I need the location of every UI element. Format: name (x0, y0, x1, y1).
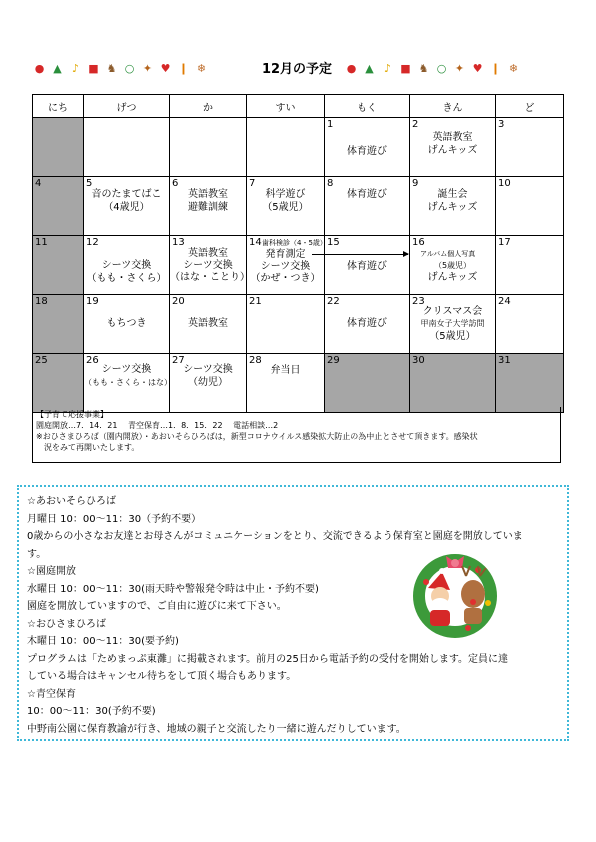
event-label: クリスマス会 (422, 306, 483, 317)
event-label: 英語教室 (188, 189, 228, 200)
section-desc: 園庭を開放していますので、ご自由に遊びに来て下さい。 (27, 601, 287, 612)
day-number: 9 (412, 178, 419, 189)
day-cell (410, 236, 496, 295)
day-cell (410, 177, 496, 236)
section-time: 10：00～11：30(予約不要) (27, 706, 156, 717)
day-cell (496, 118, 564, 177)
day-number: 16 (412, 237, 425, 248)
day-cell (247, 295, 325, 354)
day-cell (325, 295, 410, 354)
event-label: シーツ交換 (183, 364, 233, 375)
day-number: 19 (86, 296, 99, 307)
day-number: 10 (498, 178, 511, 189)
day-cell (496, 295, 564, 354)
day-cell-sunday (33, 177, 84, 236)
day-number: 23 (412, 296, 425, 307)
event-label: 英語教室 (432, 132, 473, 143)
section-time: 月曜日 10：00～11：30（予約不要） (27, 513, 202, 525)
week-row (33, 118, 564, 177)
day-cell (410, 295, 496, 354)
weekday-header-row (33, 95, 564, 118)
event-label: 体育遊び (347, 189, 387, 200)
day-cell (84, 236, 170, 295)
section-time: 水曜日 10：00～11：30(雨天時や警報発令時は中止・予約不要) (27, 583, 319, 595)
notes-line: 況をみて再開いたします。 (44, 443, 140, 452)
monthly-calendar (32, 94, 564, 413)
day-cell (84, 354, 170, 413)
day-cell (84, 295, 170, 354)
day-cell (170, 236, 250, 295)
day-number: 18 (35, 296, 48, 307)
right-decoration-row (344, 60, 521, 78)
section-title: ☆青空保育 (27, 688, 76, 700)
day-number: 21 (249, 296, 262, 307)
day-number: 4 (35, 178, 42, 189)
weekday-sat: ど (496, 95, 564, 118)
day-cell-empty (170, 118, 247, 177)
event-label: 英語教室 (188, 318, 228, 329)
day-cell-empty (84, 118, 170, 177)
day-number: 29 (327, 355, 340, 366)
stocking-icon: ♥ (160, 62, 171, 75)
day-number: 30 (412, 355, 425, 366)
day-cell (325, 236, 410, 295)
day-number: 14 (249, 237, 262, 248)
event-label: もちつき (106, 318, 147, 329)
reindeer-icon: ♞ (106, 62, 117, 75)
tree-icon: ▲ (365, 62, 374, 75)
snowman-icon: ❄ (196, 62, 207, 75)
week-row (33, 295, 564, 354)
section-desc: プログラムは「ためまっぷ東灘」に掲載されます。前月の25日から電話予約の受付を開始します。定員に達 (27, 653, 509, 665)
notes-line: 園庭開放…7．14．21 青空保育…1．8．15．22 電話相談…2 (36, 421, 279, 430)
section-title: ☆園庭開放 (27, 566, 76, 577)
day-number: 8 (327, 178, 334, 189)
event-label: シーツ交換 (101, 260, 152, 271)
christmas-wreath-santa-reindeer-icon (406, 548, 504, 638)
event-label: 弁当日 (270, 365, 301, 376)
event-label: 音のたまてばこ (91, 189, 162, 200)
day-number: 24 (498, 296, 511, 307)
support-notes (32, 407, 561, 463)
day-cell (325, 177, 410, 236)
event-label: げんキッズ (427, 145, 478, 156)
gift-icon: ■ (88, 62, 99, 75)
section-desc: している場合はキャンセル待ちをして頂く場合もあります。 (27, 671, 297, 682)
day-number: 17 (498, 237, 511, 248)
day-cell (84, 177, 170, 236)
day-cell (170, 295, 247, 354)
bells-icon: ♪ (71, 62, 80, 75)
day-number: 27 (172, 355, 185, 366)
day-cell (247, 236, 325, 295)
gift-icon: ■ (400, 62, 411, 75)
event-label: （はな・ことり） (170, 272, 250, 283)
event-note-small: アルバム個人写真 (420, 250, 476, 258)
event-note-small: 歯科検診（4・5歳） (262, 239, 327, 247)
day-number: 11 (35, 237, 48, 248)
day-number: 28 (249, 355, 262, 366)
day-cell (410, 118, 496, 177)
day-cell (496, 236, 564, 295)
day-number: 31 (498, 355, 511, 366)
event-label: 体育遊び (347, 318, 387, 329)
notes-heading: 【子育て応援事業】 (36, 410, 108, 419)
day-number: 25 (35, 355, 48, 366)
weekday-mon: げつ (84, 95, 170, 118)
event-label: 科学遊び (265, 189, 306, 200)
day-cell-empty (33, 118, 84, 177)
day-number: 6 (172, 178, 179, 189)
event-label: シーツ交換 (183, 260, 233, 271)
weekday-wed: すい (247, 95, 325, 118)
tree-icon: ▲ (53, 62, 62, 75)
day-cell (170, 177, 247, 236)
section-title: ☆おひさまひろば (27, 618, 106, 630)
day-number: 7 (249, 178, 256, 189)
event-label: （かぜ・つき） (250, 273, 321, 284)
candle-icon: ❙ (490, 62, 501, 75)
day-number: 22 (327, 296, 340, 307)
day-cell-holiday (496, 354, 564, 413)
event-label: 甲南女子大学訪問 (420, 319, 485, 328)
reindeer-icon: ♞ (418, 62, 429, 75)
event-label: 誕生会 (437, 189, 468, 200)
day-cell-holiday (325, 354, 410, 413)
day-cell (247, 177, 325, 236)
santa-icon: ● (346, 62, 357, 75)
event-label: シーツ交換 (101, 364, 152, 375)
day-number: 5 (86, 178, 93, 189)
weekday-thu: もく (325, 95, 410, 118)
event-label: （幼児） (188, 377, 228, 388)
day-number: 2 (412, 119, 419, 130)
day-cell (496, 177, 564, 236)
event-label: 避難訓練 (188, 202, 228, 213)
day-cell (170, 354, 247, 413)
event-label: 体育遊び (347, 261, 387, 272)
gingerbread-icon: ✦ (142, 62, 153, 75)
event-label: （もも・さくら・はな） (84, 378, 172, 387)
day-number: 3 (498, 119, 505, 130)
event-label: 発育測定 (265, 249, 306, 260)
day-number: 13 (172, 237, 185, 248)
day-number: 1 (327, 119, 334, 130)
event-label: （4歳児） (103, 202, 150, 213)
day-cell (247, 354, 325, 413)
page-title: 12月の予定 (261, 62, 333, 77)
section-desc: す。 (27, 548, 47, 560)
weekday-tue: か (170, 95, 247, 118)
event-label: シーツ交換 (260, 261, 311, 272)
event-label: げんキッズ (427, 272, 478, 283)
day-cell-sunday (33, 295, 84, 354)
gingerbread-icon: ✦ (454, 62, 465, 75)
wreath-icon: ○ (436, 62, 447, 75)
weekday-fri: きん (410, 95, 496, 118)
event-label: （5歳児） (433, 261, 472, 270)
section-desc: 中野南公園に保育教諭が行き、地域の親子と交流したり一緒に遊んだりしています。 (27, 723, 406, 735)
bells-icon: ♪ (383, 62, 392, 75)
left-decoration-row (32, 60, 209, 78)
day-number: 12 (86, 237, 99, 248)
section-title: ☆あおいそらひろば (27, 496, 116, 507)
day-number: 20 (172, 296, 185, 307)
event-label: 体育遊び (347, 146, 387, 157)
day-cell (325, 118, 410, 177)
candle-icon: ❙ (178, 62, 189, 75)
event-label: （もも・さくら） (86, 273, 167, 284)
event-label: （5歳児） (429, 331, 476, 342)
weekday-sun: にち (33, 95, 84, 118)
day-cell-empty (247, 118, 325, 177)
notes-line: ※おひさまひろば（園内開放）・あおいそらひろばは，新型コロナウイルス感染拡大防止の為中止とさせて頂きます。感染状 (36, 432, 478, 441)
event-label: 英語教室 (188, 248, 228, 259)
day-cell-holiday (410, 354, 496, 413)
santa-icon: ● (34, 62, 45, 75)
wreath-icon: ○ (124, 62, 135, 75)
arrow-14-15 (312, 254, 408, 255)
event-label: （5歳児） (262, 202, 309, 213)
snowman-icon: ❄ (508, 62, 519, 75)
event-label: げんキッズ (427, 202, 478, 213)
day-cell-sunday (33, 354, 84, 413)
page-header (32, 58, 562, 82)
week-row (33, 236, 564, 295)
week-row (33, 177, 564, 236)
day-cell-sunday (33, 236, 84, 295)
week-row (33, 354, 564, 413)
section-time: 木曜日 10：00～11：30(要予約) (27, 636, 179, 647)
stocking-icon: ♥ (472, 62, 483, 75)
day-number: 15 (327, 237, 340, 248)
section-desc: 0歳からの小さなお友達とお母さんがコミュニケーションをとり、交流できるよう保育室と園庭を開放していま (27, 531, 523, 542)
day-number: 26 (86, 355, 99, 366)
